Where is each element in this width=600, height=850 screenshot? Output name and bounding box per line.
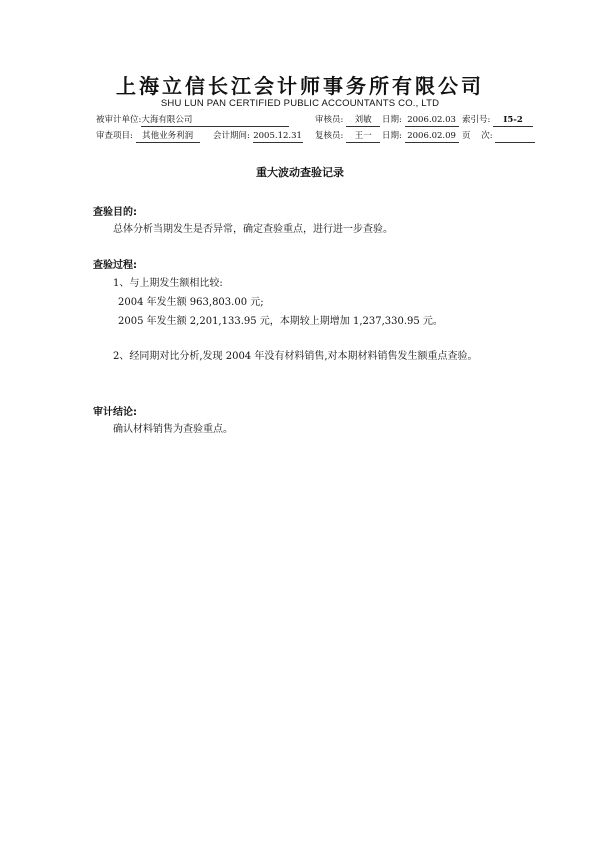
rechecker-label: 复核员:	[315, 131, 344, 141]
process-line-4: 2、经同期对比分析,发现 2004 年没有材料销售,对本期材料销售发生额重点查验。	[113, 351, 478, 362]
page-label: 页 次:	[462, 131, 493, 141]
firm-name-cn: 上海立信长江会计师事务所有限公司	[116, 74, 484, 98]
meta-row-1	[96, 114, 289, 127]
index-value: I5-2	[493, 114, 533, 127]
review-date-value: 2006.02.03	[405, 114, 459, 127]
purpose-title: 查验目的:	[93, 207, 137, 218]
reviewer-group	[315, 114, 380, 127]
review-date-group	[382, 114, 459, 127]
recheck-date-group	[382, 130, 459, 143]
period-value: 2005.12.31	[253, 131, 302, 141]
index-label: 索引号:	[462, 115, 491, 125]
conclusion-text: 确认材料销售为查验重点。	[113, 424, 233, 435]
rechecker-group	[315, 130, 380, 143]
index-group	[462, 114, 533, 127]
process-line-1: 1、与上期发生额相比较:	[113, 278, 223, 289]
review-date-label: 日期:	[382, 115, 402, 125]
recheck-date-label: 日期:	[382, 131, 402, 141]
auditee-value: 大海有限公司	[141, 114, 289, 127]
auditee-label: 被审计单位:	[96, 115, 142, 125]
reviewer-value: 刘敏	[346, 114, 380, 127]
period-label: 会计期间:	[213, 131, 250, 141]
purpose-text: 总体分析当期发生是否异常，确定查验重点，进行进一步查验。	[113, 224, 393, 235]
rechecker-value: 王一	[346, 130, 380, 143]
page-group	[462, 130, 535, 143]
process-line-2: 2004 年发生额 963,803.00 元;	[118, 297, 264, 308]
audit-item-label: 审查项目:	[96, 131, 133, 141]
recheck-date-value: 2006.02.09	[405, 130, 459, 143]
process-title: 查验过程:	[93, 260, 137, 271]
audit-item-value: 其他业务利润	[136, 130, 200, 143]
reviewer-label: 审核员:	[315, 115, 344, 125]
conclusion-title: 审计结论:	[93, 407, 137, 418]
page-value	[495, 130, 535, 143]
process-line-3: 2005 年发生额 2,201,133.95 元，本期较上期增加 1,237,330.95 元。	[118, 316, 443, 327]
document-heading: 重大波动查验记录	[256, 166, 344, 179]
meta-row-2	[96, 130, 200, 143]
period-group	[213, 130, 303, 143]
firm-name-en: SHU LUN PAN CERTIFIED PUBLIC ACCOUNTANTS CO., LTD	[160, 98, 440, 109]
